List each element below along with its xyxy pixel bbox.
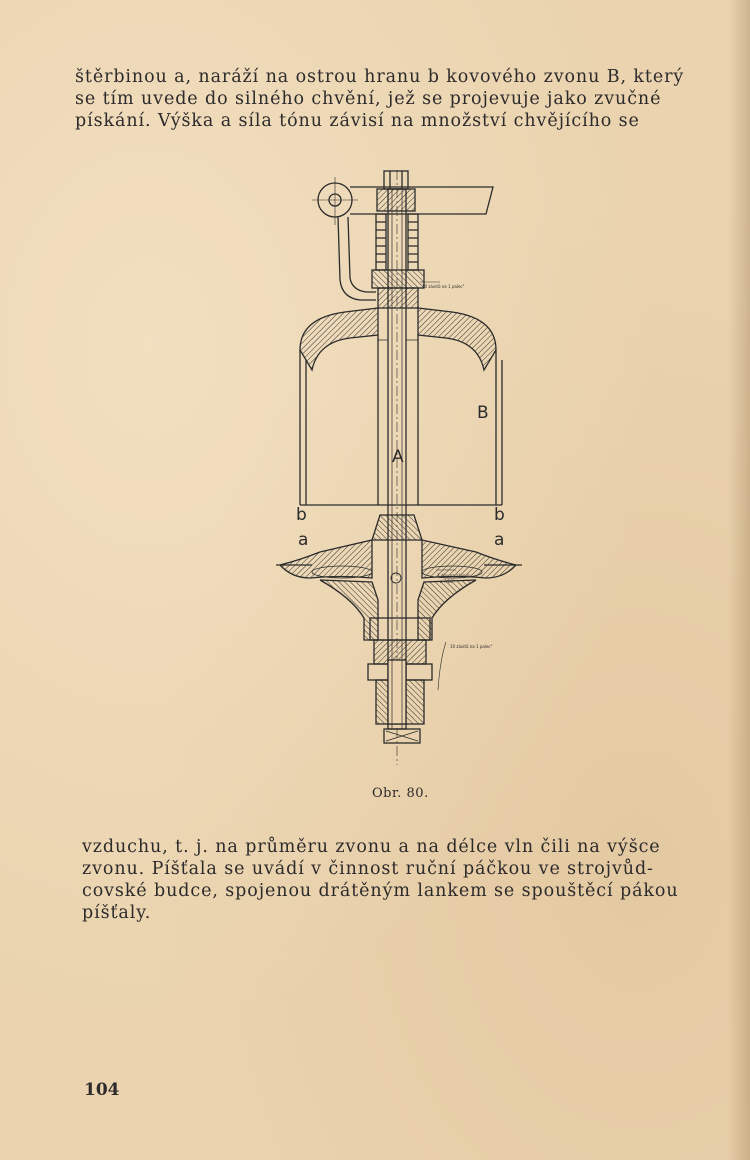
top-paragraph-line-1: štěrbinou a, naráží na ostrou hranu b kovového zvonu B, který <box>75 67 685 87</box>
spring-right <box>408 214 418 270</box>
label-slit-right: a <box>494 530 505 550</box>
annotation-lower: 10 závitů na 1 palec" <box>450 644 493 649</box>
label-slit-left: a <box>298 530 309 550</box>
base-cup <box>280 540 372 578</box>
spring-left <box>376 214 386 270</box>
bottom-paragraph-line-1: vzduchu, t. j. na průměru zvonu a na délce vln čili na výšce <box>82 837 661 857</box>
label-bell: B <box>477 403 489 423</box>
bottom-paragraph-line-2: zvonu. Píšťala se uvádí v činnost ruční páčkou ve strojvůd- <box>82 859 654 879</box>
top-nut <box>384 171 408 189</box>
top-paragraph-line-3: pískání. Výška a síla tónu závisí na množství chvějícího se <box>75 111 640 131</box>
page-edge-shadow <box>728 0 750 1160</box>
top-paragraph <box>75 66 715 132</box>
annotation-middle-2: ø 7/16" <box>440 579 455 584</box>
bell-wall-left <box>300 350 306 505</box>
annotation-middle-1: 3 díry na závodu <box>437 573 471 578</box>
top-paragraph-line-2: se tím uvede do silného chvění, jež se projevuje jako zvučné <box>75 89 662 109</box>
lever-rod <box>338 217 376 300</box>
bell-wall-right <box>496 350 502 505</box>
bottom-paragraph <box>82 836 722 924</box>
annotation-upper: 10 závitů na 1 palec" <box>422 284 465 289</box>
label-edge-left: b <box>296 505 307 525</box>
figure-caption: Obr. 80. <box>372 786 429 801</box>
bell-cap <box>300 308 378 370</box>
label-edge-right: b <box>494 505 505 525</box>
page-number: 104 <box>84 1080 120 1100</box>
label-spindle: A <box>392 447 404 467</box>
lever-arm <box>350 187 493 214</box>
bottom-paragraph-line-3: covské budce, spojenou drátěným lankem se spouštěcí pákou <box>82 881 679 901</box>
lower-stem <box>320 580 378 640</box>
bottom-paragraph-line-4: píšťaly. <box>82 903 152 923</box>
valve-hub <box>372 515 422 540</box>
steam-whistle-diagram <box>270 165 535 765</box>
